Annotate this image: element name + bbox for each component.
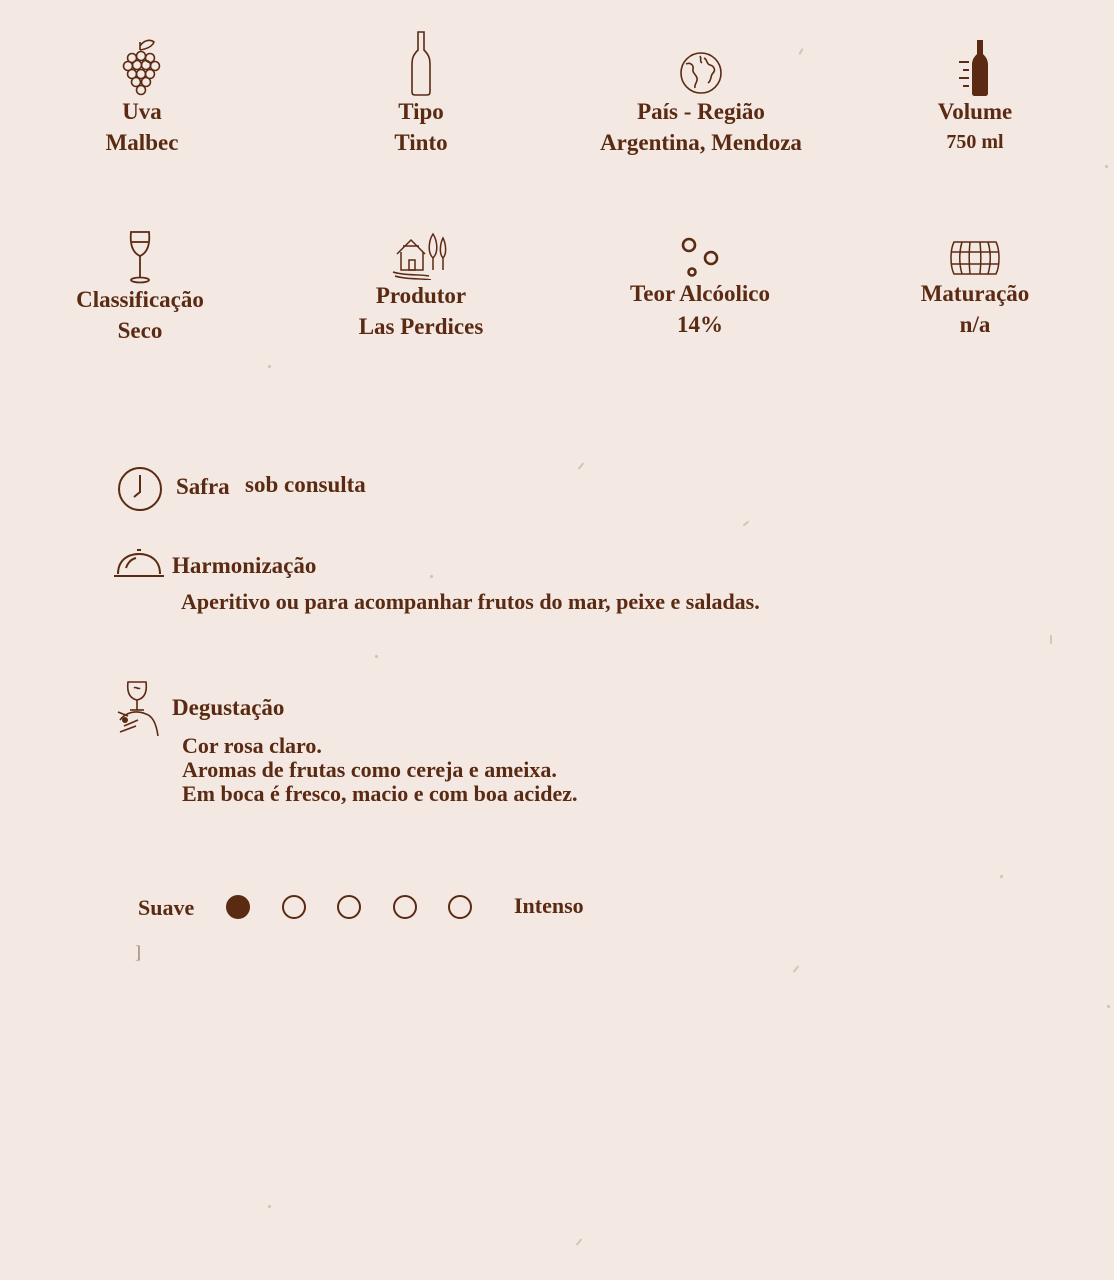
bubbles-icon xyxy=(680,236,720,278)
spec-value: Malbec xyxy=(105,130,179,155)
tasting-hand-icon xyxy=(116,680,162,740)
tasting-note-line: Em boca é fresco, macio e com boa acidez. xyxy=(182,781,578,806)
spec-country-region xyxy=(586,50,816,158)
cloche-icon xyxy=(112,546,166,582)
spec-value: Argentina, Mendoza xyxy=(600,130,802,155)
clock-icon xyxy=(116,465,164,513)
spec-alcohol xyxy=(610,236,790,340)
spec-value: 14% xyxy=(677,312,723,337)
spec-value: Seco xyxy=(117,318,163,343)
intensity-dot-empty xyxy=(393,895,417,919)
tasting-notes xyxy=(182,734,577,806)
spec-label: Maturação xyxy=(920,281,1030,306)
spec-maturation xyxy=(905,238,1045,340)
safra-value: sob consulta xyxy=(245,472,366,497)
spec-label: Produtor xyxy=(375,283,467,308)
spec-value: Las Perdices xyxy=(358,314,484,339)
spec-grape xyxy=(58,38,226,158)
spec-label: Uva xyxy=(122,99,162,124)
grape-icon xyxy=(122,38,162,96)
wine-glass-icon xyxy=(127,230,153,284)
degustacao-title: Degustação xyxy=(172,695,285,720)
intensity-min-label: Suave xyxy=(138,895,195,920)
globe-icon xyxy=(678,50,724,96)
spec-label: Volume xyxy=(937,99,1013,124)
volume-bottle-icon xyxy=(955,38,995,96)
spec-label: País - Região xyxy=(637,99,765,124)
spec-value: Tinto xyxy=(394,130,448,155)
spec-label: Teor Alcóolico xyxy=(630,281,770,306)
spec-value: n/a xyxy=(959,312,991,337)
bottle-icon xyxy=(409,30,433,96)
harmonizacao-title: Harmonização xyxy=(172,553,317,578)
spec-label: Tipo xyxy=(398,99,444,124)
intensity-dot-empty xyxy=(337,895,361,919)
harmonizacao-text: Aperitivo ou para acompanhar frutos do mar, peixe e saladas. xyxy=(181,589,760,614)
spec-volume xyxy=(905,38,1045,158)
spec-value: 750 ml xyxy=(946,131,1004,153)
intensity-dot-filled xyxy=(226,895,250,919)
intensity-dot-empty xyxy=(282,895,306,919)
spec-producer xyxy=(340,228,502,342)
intensity-dot-empty xyxy=(448,895,472,919)
tasting-note-line: Aromas de frutas como cereja e ameixa. xyxy=(182,757,557,782)
safra-label: Safra xyxy=(176,474,230,499)
spec-label: Classificação xyxy=(76,287,204,312)
stray-mark: ] xyxy=(135,942,141,962)
intensity-max-label: Intenso xyxy=(514,893,584,918)
barrel-icon xyxy=(948,238,1002,278)
spec-type xyxy=(340,30,502,158)
spec-classification xyxy=(60,230,220,346)
tasting-note-line: Cor rosa claro. xyxy=(182,733,322,758)
winery-icon xyxy=(391,228,451,280)
